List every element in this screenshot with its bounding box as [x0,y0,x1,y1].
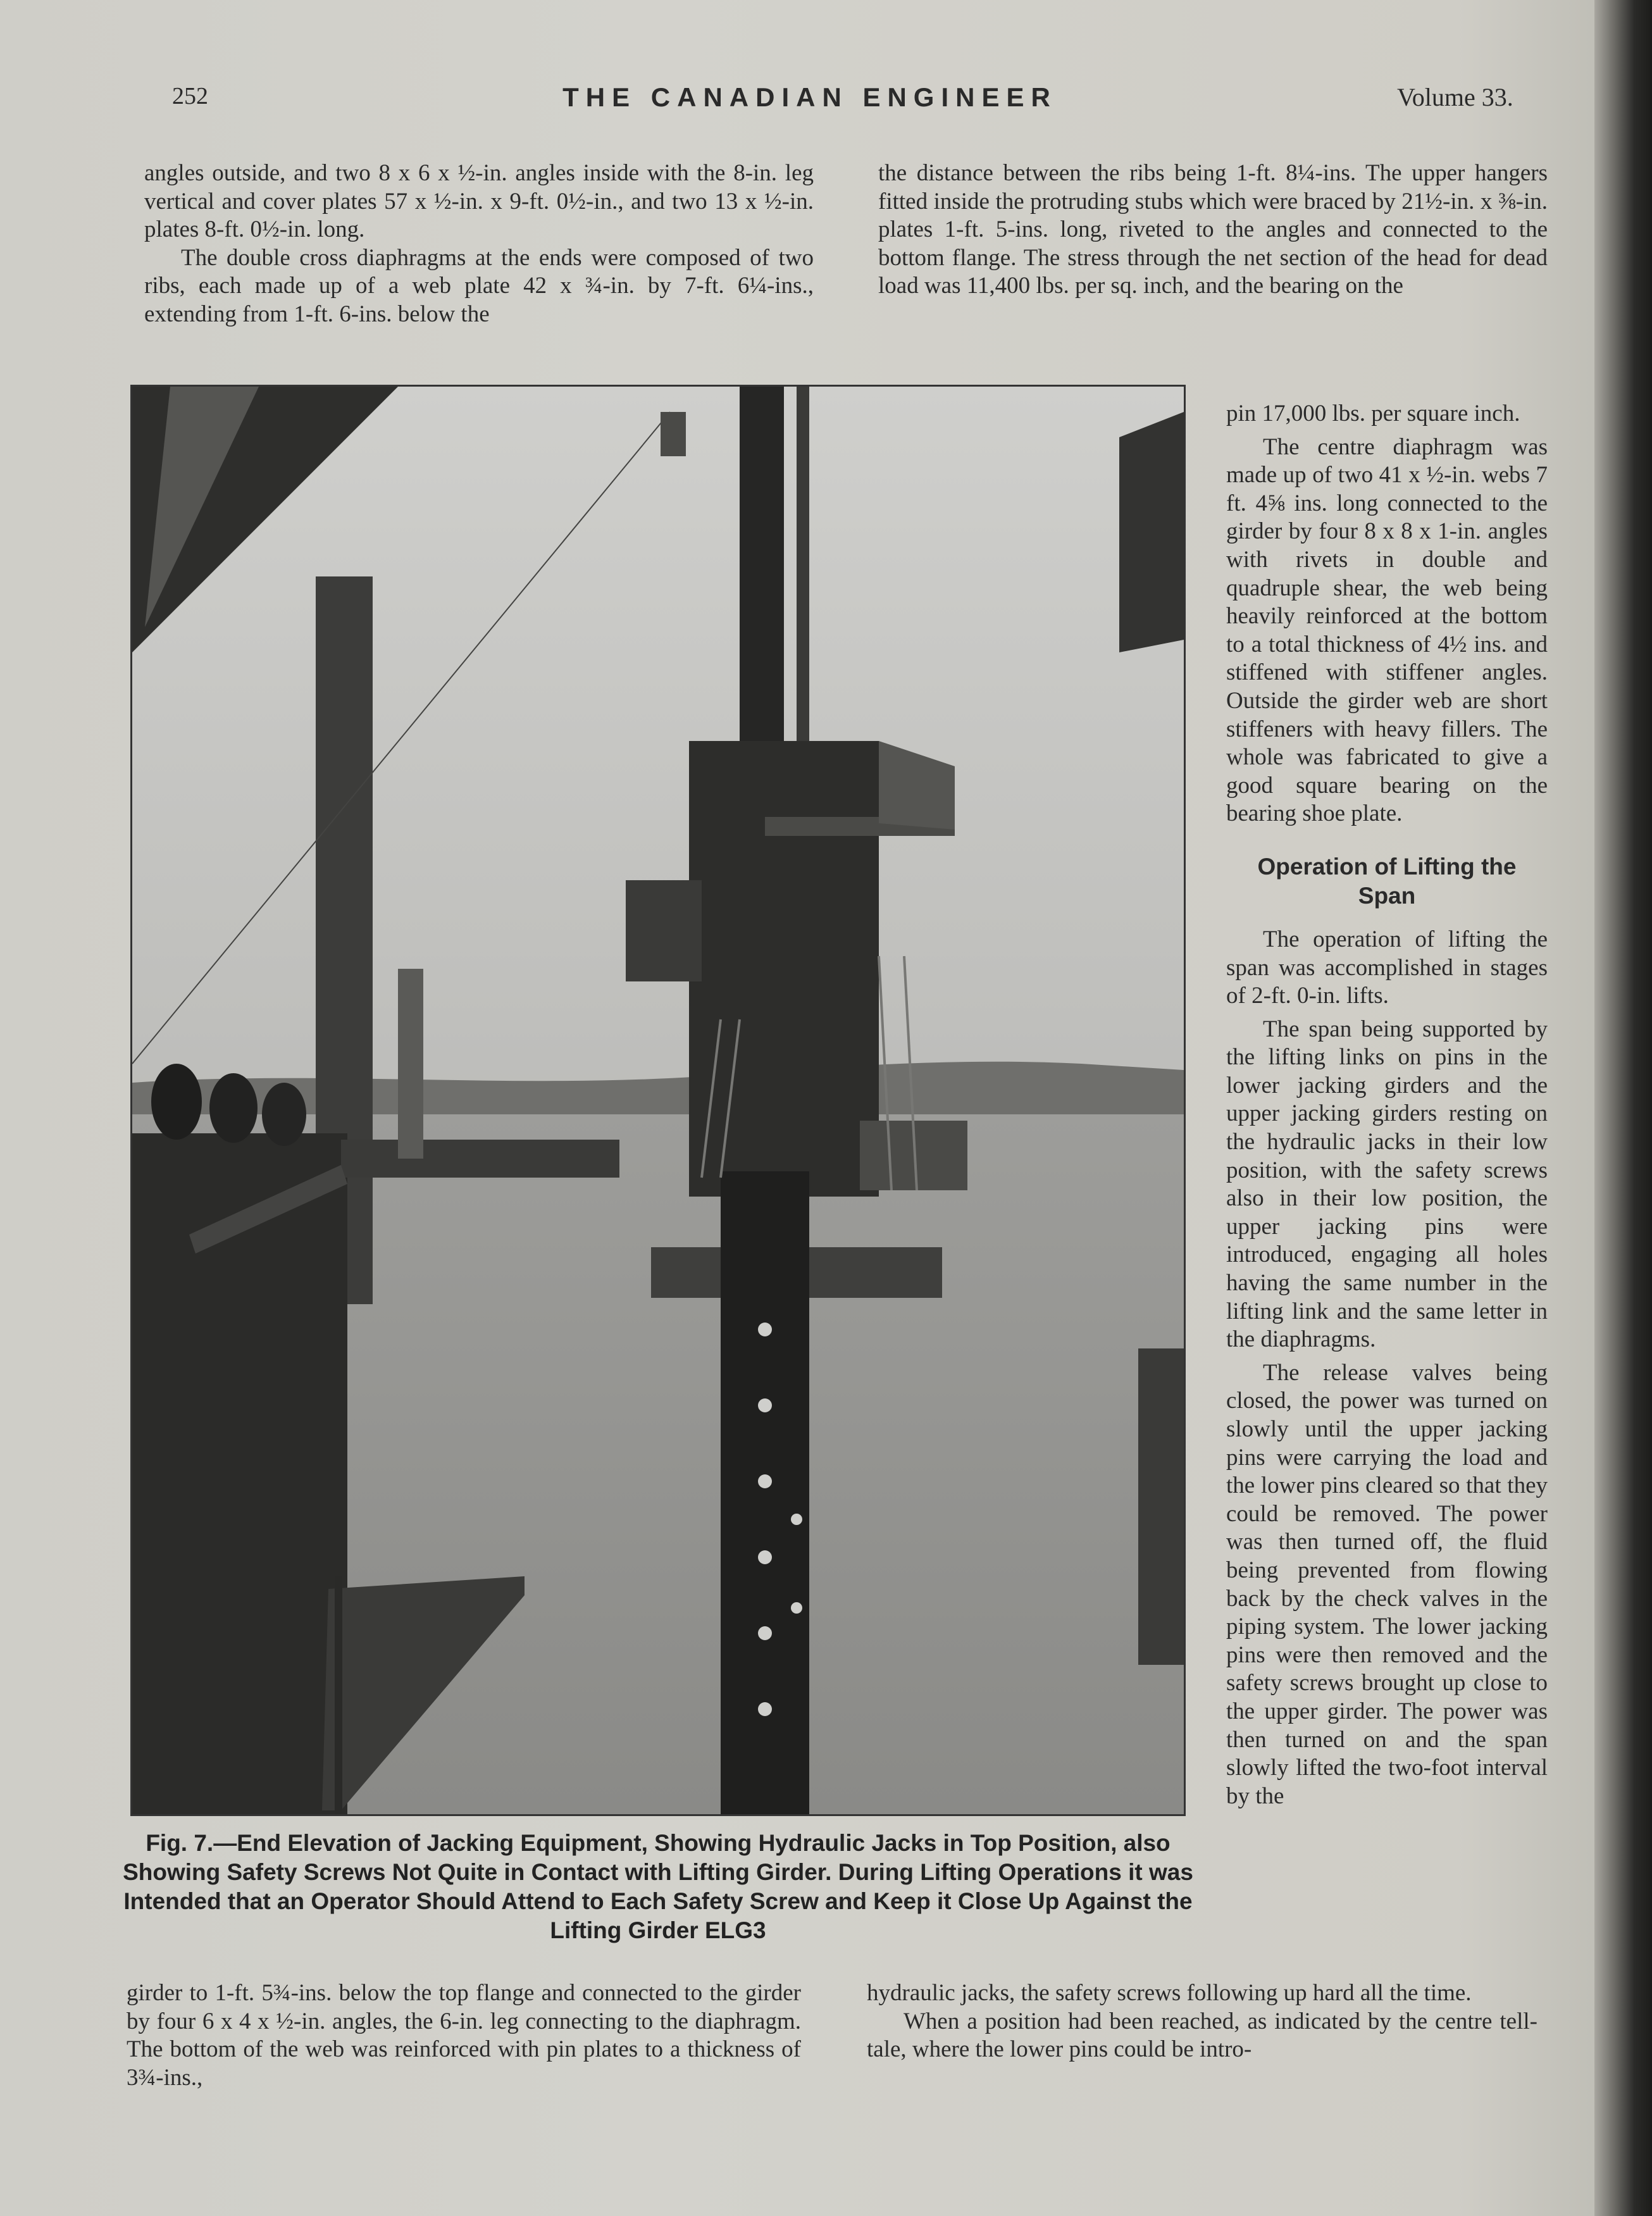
paragraph: hydraulic jacks, the safety screws following up hard all the time. [867,1980,1472,2006]
figure-caption: Fig. 7.—End Elevation of Jacking Equipment, Showing Hydraulic Jacks in Top Position, also Showing Safety Screws Not Quite in Contact with Lifting Girder. During Lifting Operations it was Intended that an Operator Should Attend to Each Safety Screw and Keep it Close Up Against the Lifting Girder ELG3 [123,1830,1193,1943]
volume-label: Volume 33. [1397,83,1513,111]
paragraph: pin 17,000 lbs. per square inch. [1226,401,1520,426]
top-right-column [878,159,1548,301]
top-left-column [144,159,814,328]
right-narrow-column [1226,400,1548,1810]
paragraph: The span being supported by the lifting links on pins in the lower jacking girders and the upper jacking girders resting on the hydraulic jacks in their low position, with the safety screws also in their low position, the upper jacking pins were introduced, engaging all holes having the same number in the lifting link and the same letter in the diaphragms. [1226,1016,1548,1353]
bottom-left-column [127,1979,801,2092]
paragraph: The release valves being closed, the power was turned on slowly until the upper jacking pins were carrying the load and the lower pins cleared so that they could be removed. The power was then turned off, the fluid being prevented from flowing back by the check valves in the piping system. The lower jacking pins were then removed and the safety screws brought up close to the upper girder. The power was then turned on and the span slowly lifted the two-foot interval by the [1226,1359,1548,1809]
paragraph: girder to 1-ft. 5¾-ins. below the top flange and connected to the girder by four 6 x 4 x ½-in. angles, the 6-in. leg connecting to the diaphragm. The bottom of the web was reinforced with pin plates to a thickness of 3¾-ins., [127,1980,801,2091]
book-spine-shadow [1594,0,1652,2216]
paragraph: the distance between the ribs being 1-ft. 8¼-ins. The upper hangers fitted inside the protruding stubs which were braced by 21½-in. x ⅜-in. plates 1-ft. 5-ins. long, riveted to the angles and connected to the bottom flange. The stress through the net section of the head for dead load was 11,400 lbs. per sq. inch, and the bearing on the [878,160,1548,299]
paragraph: The operation of lifting the span was accomplished in stages of 2-ft. 0-in. lifts. [1226,926,1548,1009]
paragraph: angles outside, and two 8 x 6 x ½-in. angles inside with the 8-in. leg vertical and cover plates 57 x ½-in. x 9-ft. 0½-in., and two 13 x ½-in. plates 8-ft. 0½-in. long. [144,160,814,242]
paragraph: The double cross diaphragms at the ends were composed of two ribs, each made up of a web plate 42 x ¾-in. by 7-ft. 6¼-ins., extending from 1-ft. 6-ins. below the [144,244,814,327]
page-number: 252 [172,83,208,109]
paragraph: The centre diaphragm was made up of two 41 x ½-in. webs 7 ft. 4⅝ ins. long connected to the girder by four 8 x 8 x 1-in. angles with rivets in double and quadruple shear, the web being heavily reinforced at the bottom to a total thickness of 4½ ins. and stiffened with stiffener angles. Outside the girder web are short stiffeners with heavy fillers. The whole was fabricated to give a good square bearing on the bearing shoe plate. [1226,433,1548,827]
figure-photograph-jacking-equipment [130,385,1186,1816]
paragraph: When a position had been reached, as indicated by the centre tell-tale, where the lower pins could be intro- [867,2008,1537,2062]
section-heading: Operation of Lifting the Span [1257,853,1517,909]
journal-title: THE CANADIAN ENGINEER [562,82,1057,112]
bottom-right-column [867,1979,1537,2064]
